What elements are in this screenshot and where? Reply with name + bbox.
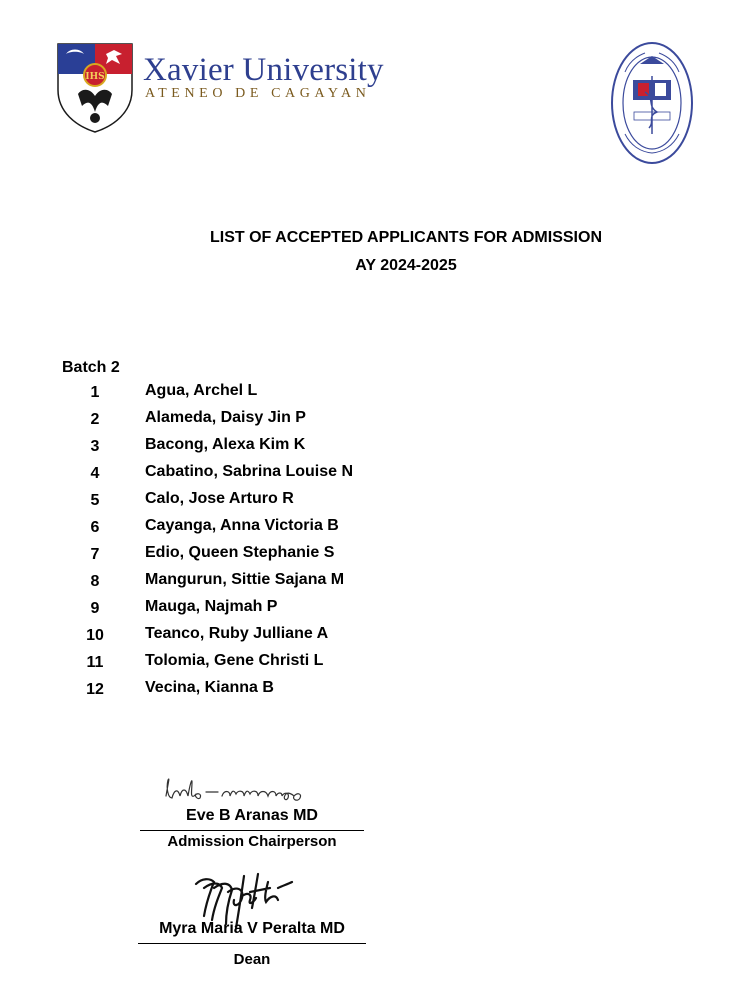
- list-item: [0, 434, 750, 461]
- applicant-number: 11: [86, 654, 104, 671]
- list-item: [0, 542, 750, 569]
- applicant-name: Mauga, Najmah P: [145, 598, 278, 615]
- list-item: [0, 677, 750, 704]
- applicant-number: 8: [90, 573, 100, 590]
- university-name: Xavier University: [143, 52, 384, 88]
- university-subtitle: ATENEO DE CAGAYAN: [145, 86, 371, 101]
- applicant-name: Agua, Archel L: [145, 382, 258, 399]
- applicant-name: Calo, Jose Arturo R: [145, 490, 294, 507]
- list-item: [0, 596, 750, 623]
- applicant-name: Cabatino, Sabrina Louise N: [145, 463, 354, 480]
- applicant-name: Cayanga, Anna Victoria B: [145, 517, 339, 534]
- applicant-name: Tolomia, Gene Christi L: [145, 652, 324, 669]
- applicant-number: 3: [90, 438, 100, 455]
- applicant-name: Bacong, Alexa Kim K: [145, 436, 306, 453]
- admission-chair-signature: [158, 770, 348, 810]
- list-item: [0, 461, 750, 488]
- signatory-name: Eve B Aranas MD: [186, 807, 318, 824]
- document-title: LIST OF ACCEPTED APPLICANTS FOR ADMISSION: [209, 229, 602, 246]
- signatory-position: Dean: [233, 951, 271, 968]
- applicant-name: Vecina, Kianna B: [145, 679, 274, 696]
- list-item: [0, 623, 750, 650]
- applicant-number: 4: [90, 465, 100, 482]
- xavier-university-shield-logo: [56, 42, 134, 134]
- applicant-number: 5: [90, 492, 100, 509]
- batch-label: Batch 2: [62, 359, 120, 376]
- list-item: [0, 407, 750, 434]
- applicant-number: 12: [86, 681, 104, 698]
- signature-line: [140, 830, 364, 831]
- applicant-number: 7: [90, 546, 100, 563]
- applicant-number: 2: [90, 411, 100, 428]
- applicant-number: 9: [90, 600, 100, 617]
- list-item: [0, 488, 750, 515]
- applicant-number: 10: [86, 627, 104, 644]
- list-item: [0, 515, 750, 542]
- signature-line: [138, 943, 366, 944]
- applicant-name: Alameda, Daisy Jin P: [145, 409, 306, 426]
- svg-text:IHS: IHS: [85, 72, 105, 82]
- list-item: [0, 380, 750, 407]
- list-item: [0, 650, 750, 677]
- applicant-number: 6: [90, 519, 100, 536]
- list-item: [0, 569, 750, 596]
- applicant-name: Mangurun, Sittie Sajana M: [145, 571, 345, 588]
- signatory-position: Admission Chairperson: [167, 833, 337, 850]
- applicant-name: Edio, Queen Stephanie S: [145, 544, 335, 561]
- academic-year: AY 2024-2025: [355, 257, 457, 274]
- signatory-name: Myra Maria V Peralta MD: [159, 920, 345, 937]
- applicant-number: 1: [90, 384, 100, 401]
- medicine-school-seal: [611, 42, 693, 164]
- applicant-name: Teanco, Ruby Julliane A: [145, 625, 329, 642]
